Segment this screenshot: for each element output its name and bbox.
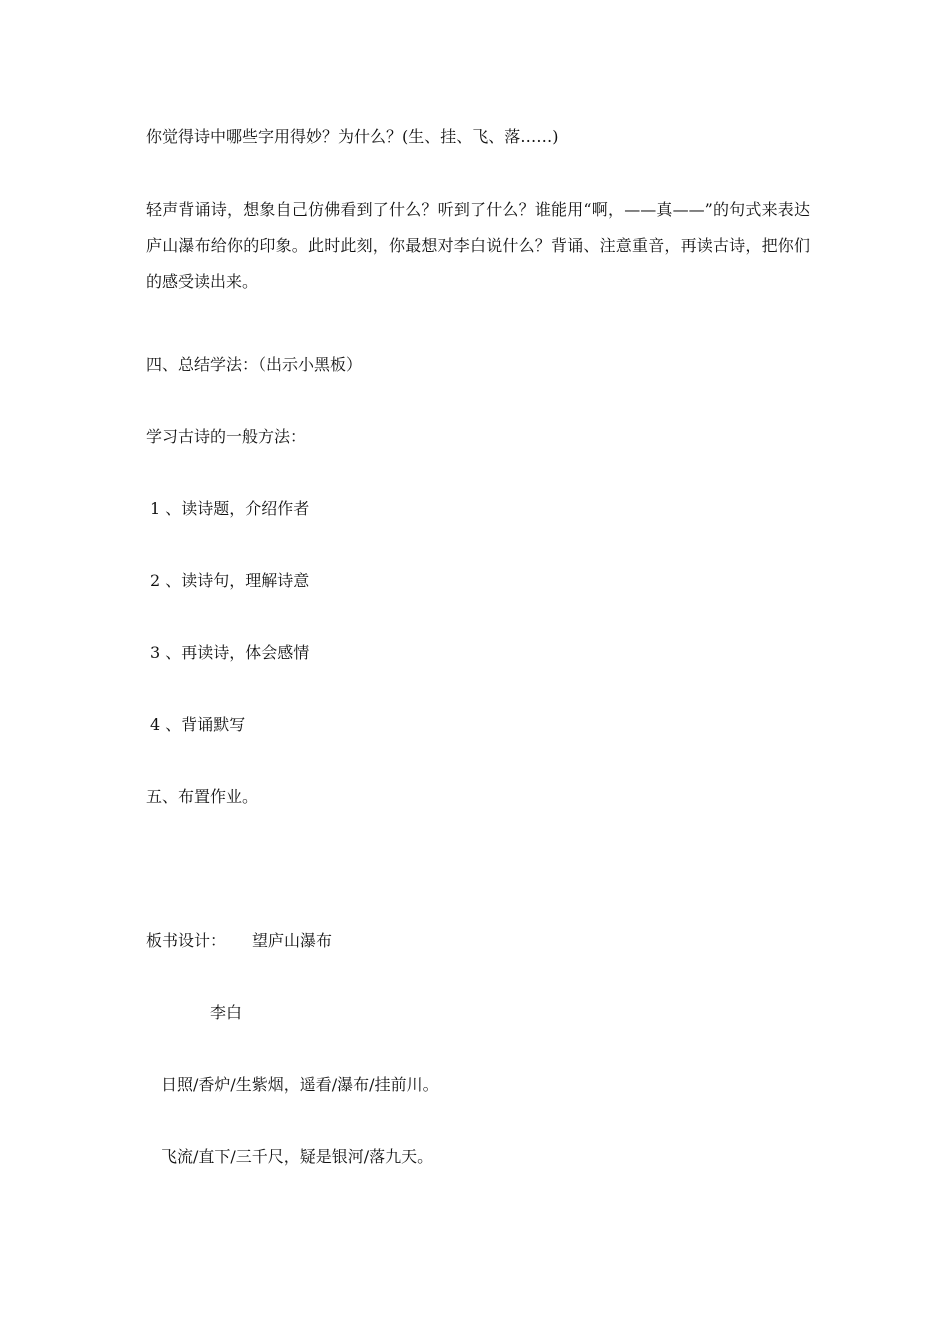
board-design-label: 板书设计： <box>146 931 227 950</box>
section-five-heading: 五、布置作业。 <box>146 787 259 806</box>
section-four-heading: 四、总结学法：（出示小黑板） <box>146 355 363 374</box>
method-step-2: 2 、读诗句，理解诗意 <box>150 571 310 590</box>
board-poem-title: 望庐山瀑布 <box>252 931 333 950</box>
method-step-4: 4 、背诵默写 <box>150 715 246 734</box>
method-step-3: 3 、再读诗，体会感情 <box>150 643 310 662</box>
method-heading: 学习古诗的一般方法： <box>146 427 307 446</box>
poem-line-2: 飞流/直下/三千尺，疑是银河/落九天。 <box>161 1147 434 1166</box>
board-poem-author: 李白 <box>210 1003 243 1022</box>
poem-line-1: 日照/香炉/生紫烟，遥看/瀑布/挂前川。 <box>161 1075 439 1094</box>
method-step-1: 1 、读诗题，介绍作者 <box>150 499 310 518</box>
question-line: 你觉得诗中哪些字用得妙？为什么？(生、挂、飞、落……) <box>146 127 559 146</box>
recite-paragraph: 轻声背诵诗，想象自己仿佛看到了什么？听到了什么？谁能用“啊，——真——”的句式来表达庐山瀑布给你的印象。此时此刻，你最想对李白说什么？背诵、注意重音，再读古诗，把你们的感受读出来。 <box>146 200 810 291</box>
